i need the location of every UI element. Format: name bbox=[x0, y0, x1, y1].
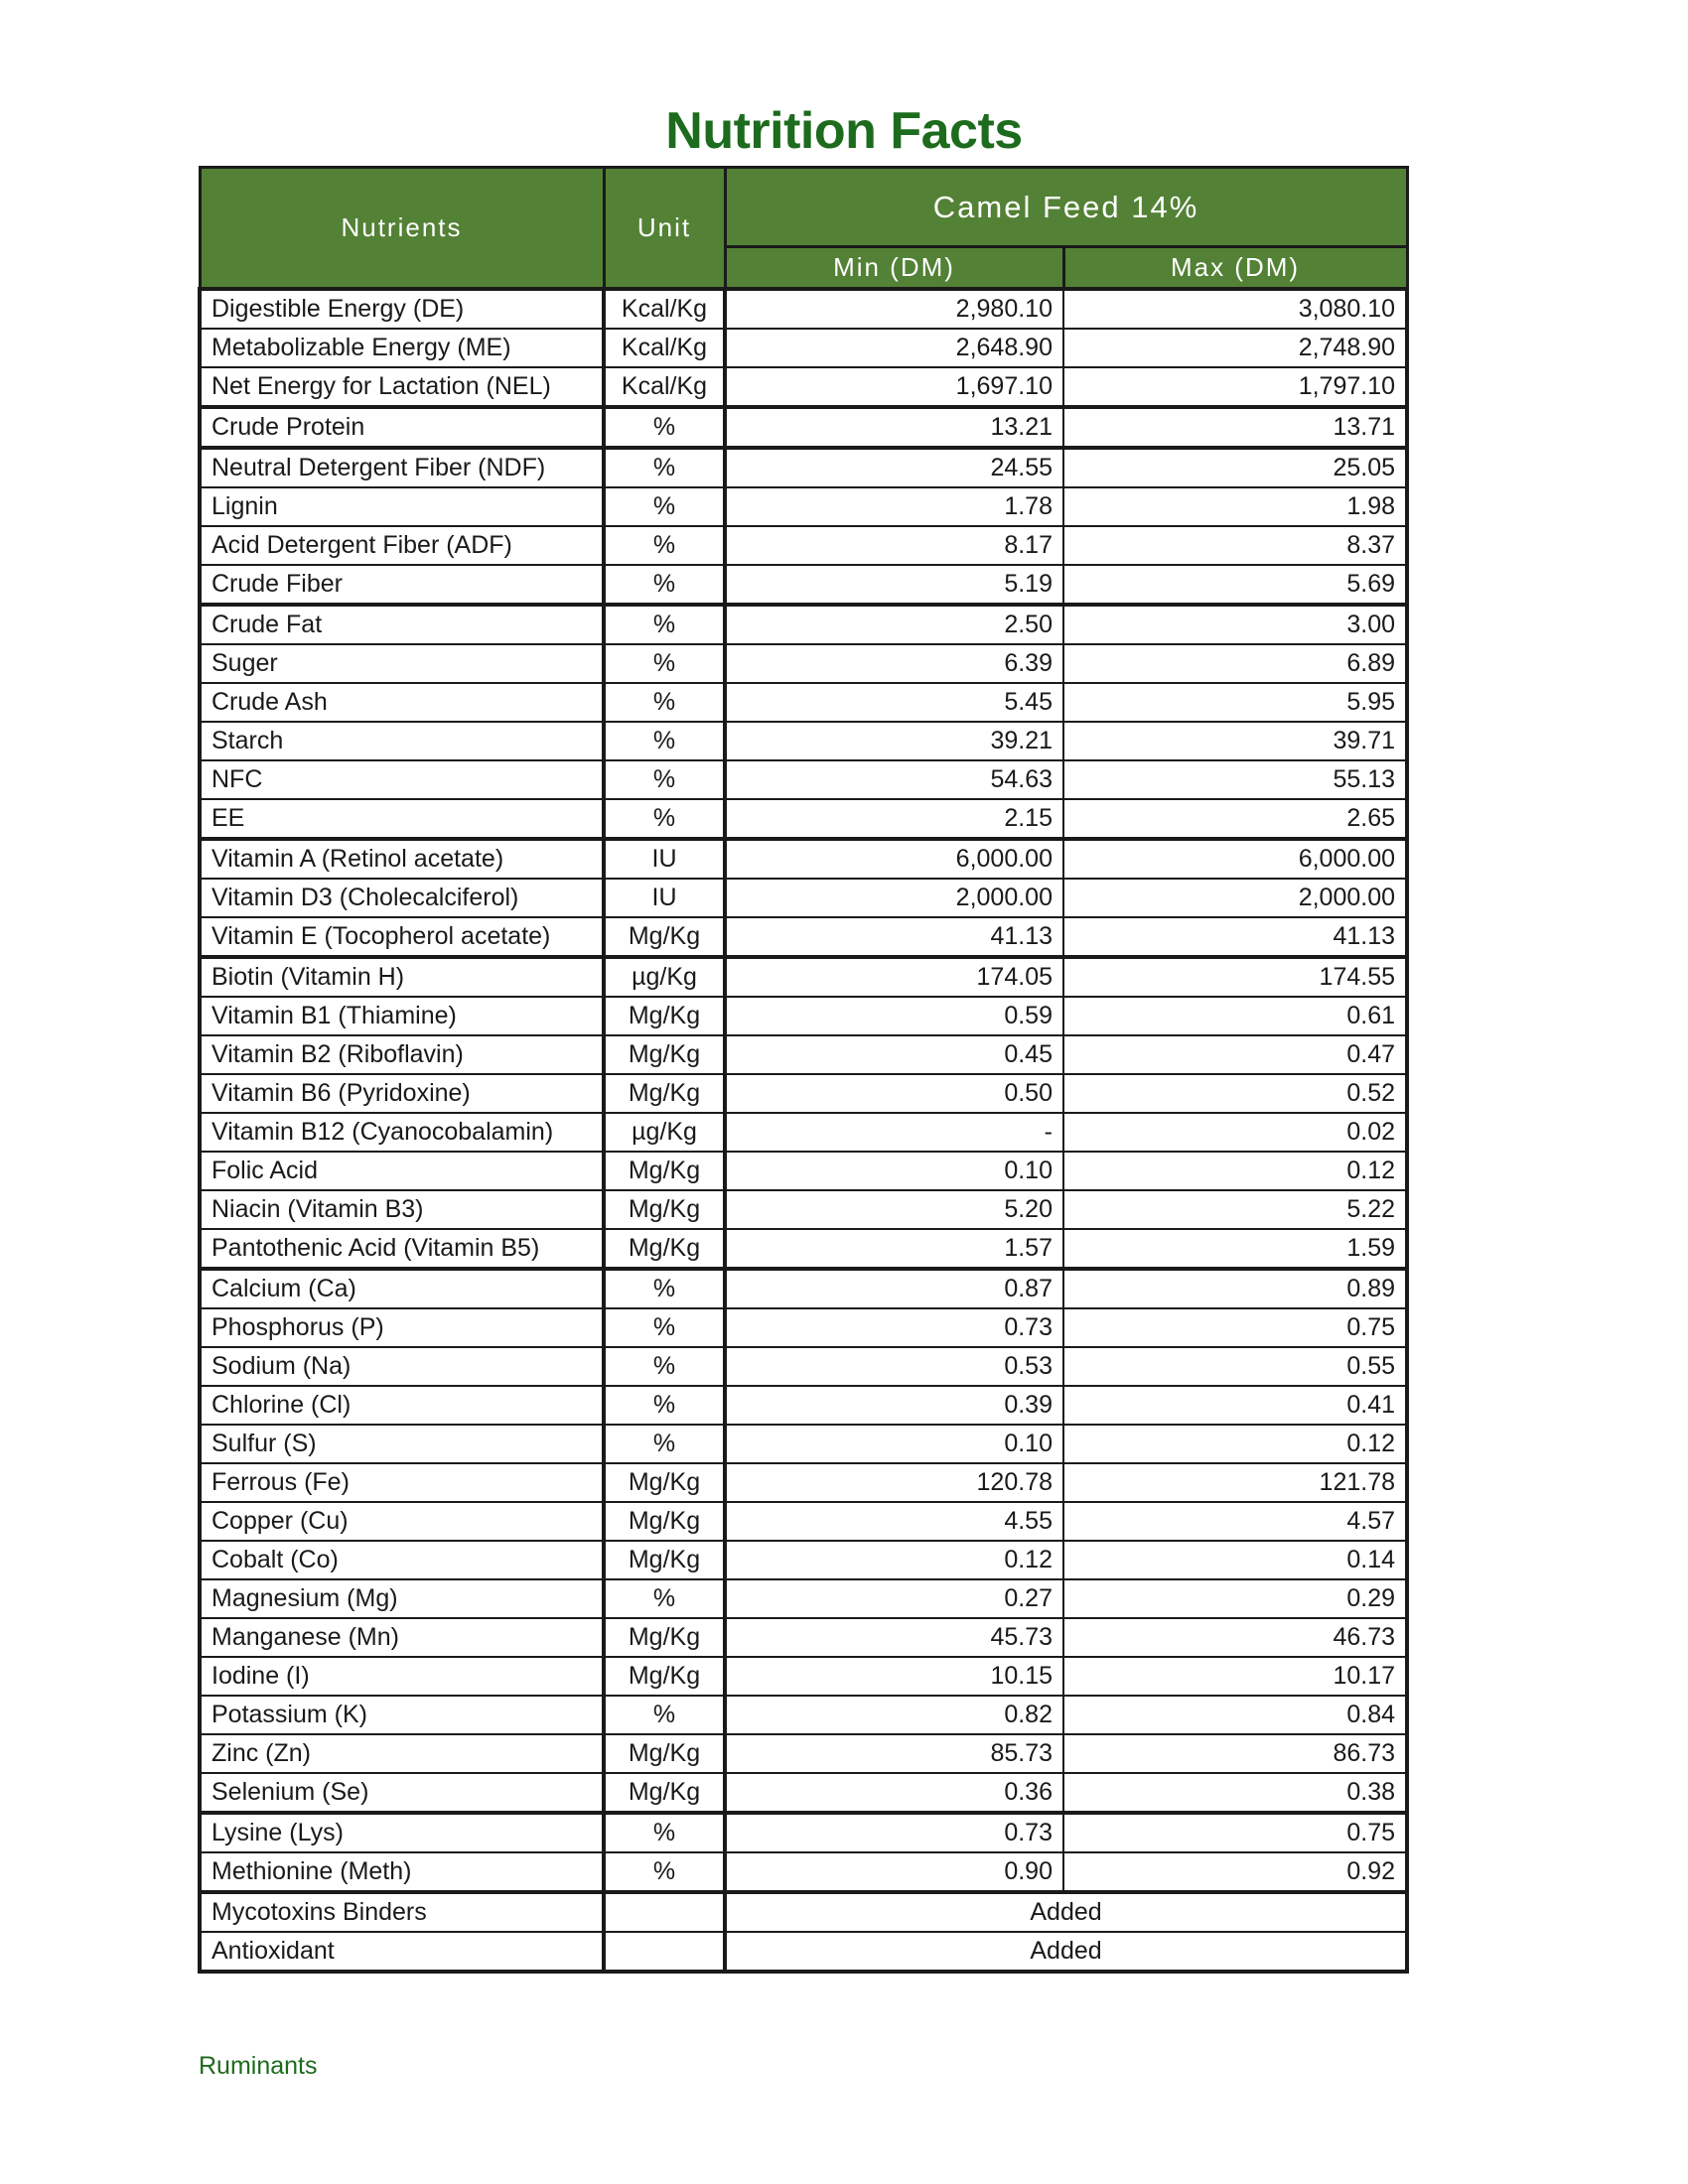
nutrient-unit: % bbox=[604, 448, 725, 487]
nutrient-name: EE bbox=[200, 799, 604, 839]
nutrient-min: 1,697.10 bbox=[725, 367, 1063, 407]
table-row bbox=[200, 448, 1407, 487]
nutrient-min: 2.15 bbox=[725, 799, 1063, 839]
table-row bbox=[200, 1190, 1407, 1229]
nutrient-max: 10.17 bbox=[1063, 1657, 1407, 1696]
nutrient-min: 13.21 bbox=[725, 407, 1063, 448]
table-row bbox=[200, 722, 1407, 760]
nutrient-unit: % bbox=[604, 487, 725, 526]
nutrient-min: 0.36 bbox=[725, 1773, 1063, 1813]
nutrient-min: 45.73 bbox=[725, 1618, 1063, 1657]
nutrient-max: 0.02 bbox=[1063, 1113, 1407, 1152]
nutrient-name: Vitamin B12 (Cyanocobalamin) bbox=[200, 1113, 604, 1152]
nutrient-max: 174.55 bbox=[1063, 957, 1407, 997]
nutrient-unit: % bbox=[604, 644, 725, 683]
nutrient-name: Niacin (Vitamin B3) bbox=[200, 1190, 604, 1229]
nutrient-min: 0.10 bbox=[725, 1425, 1063, 1463]
table-row bbox=[200, 1579, 1407, 1618]
nutrient-name: Starch bbox=[200, 722, 604, 760]
nutrient-min: 85.73 bbox=[725, 1734, 1063, 1773]
nutrient-min: 2,000.00 bbox=[725, 879, 1063, 917]
table-row bbox=[200, 1773, 1407, 1813]
nutrient-unit: % bbox=[604, 722, 725, 760]
nutrient-max: 5.22 bbox=[1063, 1190, 1407, 1229]
nutrient-max: 1.59 bbox=[1063, 1229, 1407, 1269]
nutrient-max: 0.55 bbox=[1063, 1347, 1407, 1386]
nutrient-max: 3.00 bbox=[1063, 605, 1407, 644]
nutrient-unit: % bbox=[604, 526, 725, 565]
nutrient-min: 1.57 bbox=[725, 1229, 1063, 1269]
nutrient-name: Lignin bbox=[200, 487, 604, 526]
nutrient-unit: Mg/Kg bbox=[604, 1074, 725, 1113]
table-row bbox=[200, 1502, 1407, 1541]
nutrient-name: Biotin (Vitamin H) bbox=[200, 957, 604, 997]
nutrient-min: 0.53 bbox=[725, 1347, 1063, 1386]
nutrient-max: 5.95 bbox=[1063, 683, 1407, 722]
nutrient-max: 55.13 bbox=[1063, 760, 1407, 799]
table-row bbox=[200, 1386, 1407, 1425]
nutrient-max: 4.57 bbox=[1063, 1502, 1407, 1541]
nutrient-name: Calcium (Ca) bbox=[200, 1269, 604, 1308]
nutrient-unit: % bbox=[604, 1386, 725, 1425]
nutrient-min: 5.45 bbox=[725, 683, 1063, 722]
table-row bbox=[200, 1229, 1407, 1269]
additive-unit bbox=[604, 1892, 725, 1932]
nutrient-min: 24.55 bbox=[725, 448, 1063, 487]
nutrient-min: 0.39 bbox=[725, 1386, 1063, 1425]
nutrient-min: 2.50 bbox=[725, 605, 1063, 644]
nutrient-min: 6,000.00 bbox=[725, 839, 1063, 879]
nutrient-name: Manganese (Mn) bbox=[200, 1618, 604, 1657]
nutrient-min: 5.19 bbox=[725, 565, 1063, 605]
table-body bbox=[200, 289, 1407, 1972]
nutrient-unit: Mg/Kg bbox=[604, 1657, 725, 1696]
nutrient-unit: % bbox=[604, 1425, 725, 1463]
nutrient-max: 0.12 bbox=[1063, 1152, 1407, 1190]
nutrient-unit: Mg/Kg bbox=[604, 1463, 725, 1502]
nutrient-min: 0.59 bbox=[725, 997, 1063, 1035]
nutrient-unit: % bbox=[604, 605, 725, 644]
additive-row bbox=[200, 1892, 1407, 1932]
nutrient-unit: Kcal/Kg bbox=[604, 329, 725, 367]
nutrient-name: Vitamin D3 (Cholecalciferol) bbox=[200, 879, 604, 917]
nutrient-name: Metabolizable Energy (ME) bbox=[200, 329, 604, 367]
nutrient-max: 6.89 bbox=[1063, 644, 1407, 683]
nutrient-name: Sulfur (S) bbox=[200, 1425, 604, 1463]
nutrient-max: 0.92 bbox=[1063, 1852, 1407, 1892]
additive-value: Added bbox=[725, 1932, 1407, 1972]
nutrient-min: 0.10 bbox=[725, 1152, 1063, 1190]
nutrient-name: Crude Fiber bbox=[200, 565, 604, 605]
table-row bbox=[200, 1696, 1407, 1734]
nutrient-max: 0.12 bbox=[1063, 1425, 1407, 1463]
table-row bbox=[200, 289, 1407, 329]
nutrient-name: Ferrous (Fe) bbox=[200, 1463, 604, 1502]
table-row bbox=[200, 407, 1407, 448]
nutrient-max: 121.78 bbox=[1063, 1463, 1407, 1502]
footer-label: Ruminants bbox=[199, 2052, 318, 2080]
nutrient-name: Pantothenic Acid (Vitamin B5) bbox=[200, 1229, 604, 1269]
nutrient-name: Neutral Detergent Fiber (NDF) bbox=[200, 448, 604, 487]
nutrient-max: 6,000.00 bbox=[1063, 839, 1407, 879]
nutrient-unit: % bbox=[604, 1269, 725, 1308]
nutrient-max: 2,000.00 bbox=[1063, 879, 1407, 917]
nutrient-min: 0.27 bbox=[725, 1579, 1063, 1618]
nutrient-name: Folic Acid bbox=[200, 1152, 604, 1190]
nutrient-max: 1.98 bbox=[1063, 487, 1407, 526]
nutrient-name: Lysine (Lys) bbox=[200, 1813, 604, 1852]
nutrient-max: 39.71 bbox=[1063, 722, 1407, 760]
table-row bbox=[200, 683, 1407, 722]
nutrient-name: Digestible Energy (DE) bbox=[200, 289, 604, 329]
nutrient-max: 0.84 bbox=[1063, 1696, 1407, 1734]
nutrient-unit: µg/Kg bbox=[604, 1113, 725, 1152]
nutrient-unit: µg/Kg bbox=[604, 957, 725, 997]
table-row bbox=[200, 487, 1407, 526]
nutrient-unit: Mg/Kg bbox=[604, 1618, 725, 1657]
table-row bbox=[200, 367, 1407, 407]
nutrient-unit: IU bbox=[604, 879, 725, 917]
nutrient-min: 54.63 bbox=[725, 760, 1063, 799]
nutrient-name: Vitamin B1 (Thiamine) bbox=[200, 997, 604, 1035]
nutrient-name: Zinc (Zn) bbox=[200, 1734, 604, 1773]
table-row bbox=[200, 605, 1407, 644]
nutrient-max: 0.38 bbox=[1063, 1773, 1407, 1813]
table-row bbox=[200, 1618, 1407, 1657]
nutrient-name: Iodine (I) bbox=[200, 1657, 604, 1696]
nutrient-max: 46.73 bbox=[1063, 1618, 1407, 1657]
nutrient-unit: % bbox=[604, 799, 725, 839]
nutrient-max: 41.13 bbox=[1063, 917, 1407, 957]
nutrient-unit: % bbox=[604, 407, 725, 448]
nutrient-max: 2.65 bbox=[1063, 799, 1407, 839]
nutrient-min: 2,980.10 bbox=[725, 289, 1063, 329]
nutrient-min: 174.05 bbox=[725, 957, 1063, 997]
table-row bbox=[200, 644, 1407, 683]
header-min: Min (DM) bbox=[725, 247, 1063, 290]
additive-name: Antioxidant bbox=[200, 1932, 604, 1972]
nutrient-name: Net Energy for Lactation (NEL) bbox=[200, 367, 604, 407]
table-row bbox=[200, 1463, 1407, 1502]
nutrient-min: 0.73 bbox=[725, 1813, 1063, 1852]
table-row bbox=[200, 1347, 1407, 1386]
table-row bbox=[200, 1035, 1407, 1074]
nutrient-unit: % bbox=[604, 683, 725, 722]
nutrient-max: 0.61 bbox=[1063, 997, 1407, 1035]
nutrient-name: Phosphorus (P) bbox=[200, 1308, 604, 1347]
nutrient-unit: Kcal/Kg bbox=[604, 367, 725, 407]
nutrient-name: Chlorine (Cl) bbox=[200, 1386, 604, 1425]
nutrient-unit: Mg/Kg bbox=[604, 1190, 725, 1229]
nutrient-name: Magnesium (Mg) bbox=[200, 1579, 604, 1618]
nutrient-max: 25.05 bbox=[1063, 448, 1407, 487]
nutrient-unit: Mg/Kg bbox=[604, 1152, 725, 1190]
additive-row bbox=[200, 1932, 1407, 1972]
nutrient-min: 5.20 bbox=[725, 1190, 1063, 1229]
nutrient-min: 0.45 bbox=[725, 1035, 1063, 1074]
nutrition-table bbox=[198, 166, 1409, 1974]
nutrient-max: 0.89 bbox=[1063, 1269, 1407, 1308]
nutrient-unit: Mg/Kg bbox=[604, 1541, 725, 1579]
nutrient-name: Cobalt (Co) bbox=[200, 1541, 604, 1579]
nutrient-unit: Mg/Kg bbox=[604, 1773, 725, 1813]
table-row bbox=[200, 1308, 1407, 1347]
header-max: Max (DM) bbox=[1063, 247, 1407, 290]
nutrient-unit: % bbox=[604, 1852, 725, 1892]
nutrient-name: Copper (Cu) bbox=[200, 1502, 604, 1541]
nutrient-max: 3,080.10 bbox=[1063, 289, 1407, 329]
table-row bbox=[200, 1813, 1407, 1852]
nutrient-unit: Mg/Kg bbox=[604, 1734, 725, 1773]
table-row bbox=[200, 879, 1407, 917]
nutrient-name: Vitamin B2 (Riboflavin) bbox=[200, 1035, 604, 1074]
nutrient-min: 0.82 bbox=[725, 1696, 1063, 1734]
nutrient-unit: Mg/Kg bbox=[604, 1035, 725, 1074]
table-row bbox=[200, 1734, 1407, 1773]
nutrient-name: Crude Protein bbox=[200, 407, 604, 448]
nutrient-unit: % bbox=[604, 1308, 725, 1347]
nutrient-unit: % bbox=[604, 1579, 725, 1618]
table-row bbox=[200, 1541, 1407, 1579]
nutrient-unit: % bbox=[604, 1347, 725, 1386]
header-nutrients: Nutrients bbox=[200, 168, 604, 290]
nutrient-min: 0.90 bbox=[725, 1852, 1063, 1892]
nutrient-name: Selenium (Se) bbox=[200, 1773, 604, 1813]
nutrient-min: 10.15 bbox=[725, 1657, 1063, 1696]
nutrient-unit: Mg/Kg bbox=[604, 997, 725, 1035]
nutrient-min: 2,648.90 bbox=[725, 329, 1063, 367]
nutrient-unit: IU bbox=[604, 839, 725, 879]
nutrient-unit: % bbox=[604, 1813, 725, 1852]
nutrient-min: 0.87 bbox=[725, 1269, 1063, 1308]
nutrient-max: 0.41 bbox=[1063, 1386, 1407, 1425]
table-row bbox=[200, 565, 1407, 605]
header-unit: Unit bbox=[604, 168, 725, 290]
nutrient-name: Crude Ash bbox=[200, 683, 604, 722]
nutrient-min: 1.78 bbox=[725, 487, 1063, 526]
nutrient-name: Potassium (K) bbox=[200, 1696, 604, 1734]
nutrient-max: 0.47 bbox=[1063, 1035, 1407, 1074]
additive-unit bbox=[604, 1932, 725, 1972]
nutrient-min: 4.55 bbox=[725, 1502, 1063, 1541]
nutrient-name: Acid Detergent Fiber (ADF) bbox=[200, 526, 604, 565]
table-row bbox=[200, 1852, 1407, 1892]
table-row bbox=[200, 799, 1407, 839]
additive-name: Mycotoxins Binders bbox=[200, 1892, 604, 1932]
nutrient-min: 6.39 bbox=[725, 644, 1063, 683]
nutrient-unit: % bbox=[604, 1696, 725, 1734]
nutrient-name: Vitamin E (Tocopherol acetate) bbox=[200, 917, 604, 957]
nutrient-min: - bbox=[725, 1113, 1063, 1152]
nutrient-max: 86.73 bbox=[1063, 1734, 1407, 1773]
nutrient-min: 120.78 bbox=[725, 1463, 1063, 1502]
nutrient-name: Crude Fat bbox=[200, 605, 604, 644]
table-row bbox=[200, 917, 1407, 957]
nutrient-name: NFC bbox=[200, 760, 604, 799]
nutrient-min: 0.73 bbox=[725, 1308, 1063, 1347]
nutrient-name: Methionine (Meth) bbox=[200, 1852, 604, 1892]
nutrient-max: 1,797.10 bbox=[1063, 367, 1407, 407]
nutrient-max: 0.75 bbox=[1063, 1308, 1407, 1347]
table-row bbox=[200, 957, 1407, 997]
nutrient-max: 13.71 bbox=[1063, 407, 1407, 448]
nutrient-max: 0.14 bbox=[1063, 1541, 1407, 1579]
table-row bbox=[200, 1074, 1407, 1113]
nutrient-unit: Kcal/Kg bbox=[604, 289, 725, 329]
nutrient-name: Vitamin A (Retinol acetate) bbox=[200, 839, 604, 879]
header-product: Camel Feed 14% bbox=[725, 168, 1407, 247]
nutrient-min: 39.21 bbox=[725, 722, 1063, 760]
nutrient-min: 8.17 bbox=[725, 526, 1063, 565]
nutrient-name: Suger bbox=[200, 644, 604, 683]
nutrient-max: 5.69 bbox=[1063, 565, 1407, 605]
table-row bbox=[200, 1657, 1407, 1696]
nutrient-unit: Mg/Kg bbox=[604, 1502, 725, 1541]
nutrient-max: 8.37 bbox=[1063, 526, 1407, 565]
nutrient-max: 0.29 bbox=[1063, 1579, 1407, 1618]
additive-value: Added bbox=[725, 1892, 1407, 1932]
page-title: Nutrition Facts bbox=[665, 102, 1023, 160]
nutrient-max: 0.52 bbox=[1063, 1074, 1407, 1113]
table-row bbox=[200, 1269, 1407, 1308]
nutrient-max: 0.75 bbox=[1063, 1813, 1407, 1852]
table-row bbox=[200, 997, 1407, 1035]
nutrient-unit: % bbox=[604, 760, 725, 799]
table-row bbox=[200, 329, 1407, 367]
nutrient-min: 0.12 bbox=[725, 1541, 1063, 1579]
nutrient-unit: Mg/Kg bbox=[604, 1229, 725, 1269]
nutrient-unit: % bbox=[604, 565, 725, 605]
table-row bbox=[200, 1152, 1407, 1190]
table-row bbox=[200, 1425, 1407, 1463]
table-row bbox=[200, 1113, 1407, 1152]
table-row bbox=[200, 526, 1407, 565]
nutrient-name: Vitamin B6 (Pyridoxine) bbox=[200, 1074, 604, 1113]
nutrient-min: 41.13 bbox=[725, 917, 1063, 957]
nutrient-name: Sodium (Na) bbox=[200, 1347, 604, 1386]
nutrient-min: 0.50 bbox=[725, 1074, 1063, 1113]
nutrient-unit: Mg/Kg bbox=[604, 917, 725, 957]
nutrient-max: 2,748.90 bbox=[1063, 329, 1407, 367]
table-row bbox=[200, 760, 1407, 799]
table-row bbox=[200, 839, 1407, 879]
